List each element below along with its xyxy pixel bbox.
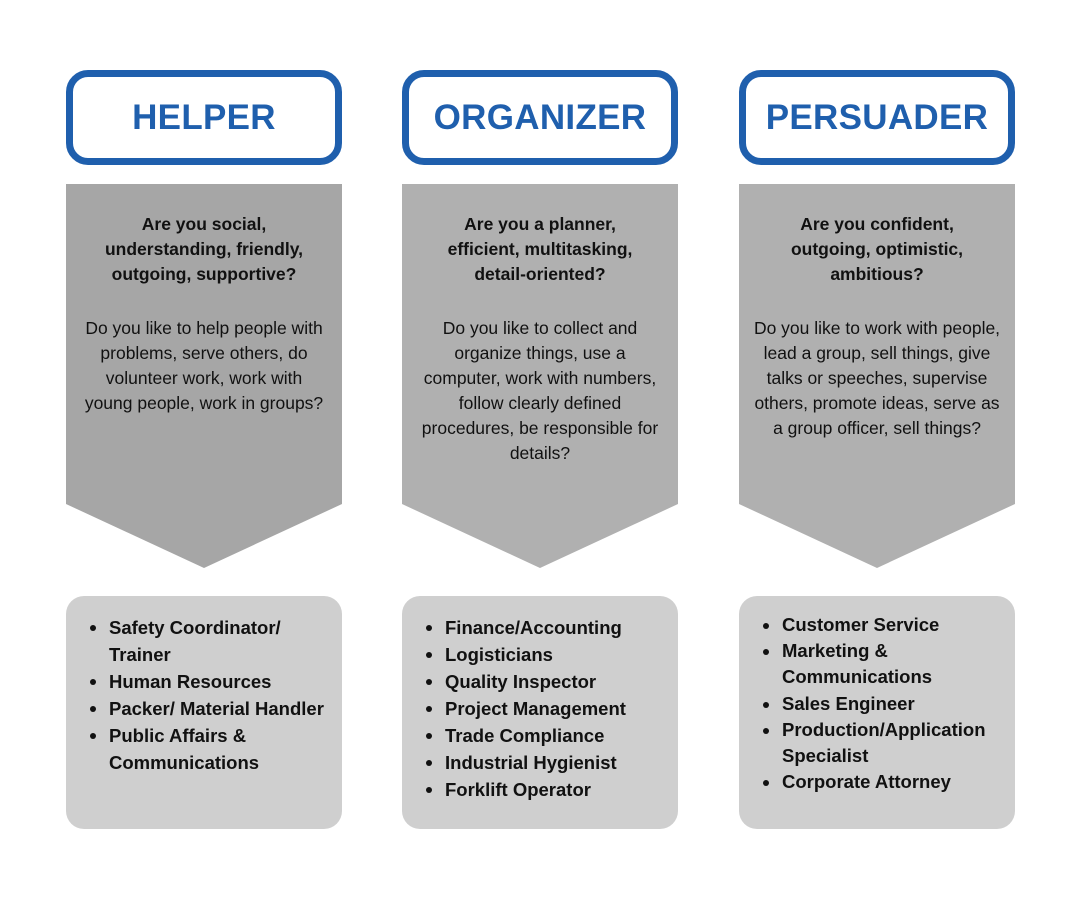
bullet-icon xyxy=(426,706,432,712)
career-item xyxy=(78,668,332,695)
persuader-arrow-content xyxy=(739,184,1015,441)
helper-careers-list xyxy=(78,614,332,776)
career-label: Trade Compliance xyxy=(445,725,605,746)
career-item xyxy=(414,722,668,749)
career-label: Quality Inspector xyxy=(445,671,597,692)
helper-arrow xyxy=(66,184,342,568)
career-label: Logisticians xyxy=(445,644,553,665)
organizer-question: Are you a planner, efficient, multitasking, detail-oriented? xyxy=(447,214,633,284)
career-label: Corporate Attorney xyxy=(782,771,951,793)
career-label: Finance/Accounting xyxy=(445,617,622,638)
bullet-icon xyxy=(426,733,432,739)
career-label: Human Resources xyxy=(109,671,272,692)
bullet-icon xyxy=(426,652,432,658)
bullet-icon xyxy=(426,625,432,631)
bullet-icon xyxy=(426,787,432,793)
career-label: Safety Coordinator/ Trainer xyxy=(109,617,281,665)
career-label: Public Affairs & Communications xyxy=(109,725,260,773)
career-item xyxy=(751,612,1005,638)
persuader-arrow xyxy=(739,184,1015,568)
career-item xyxy=(751,717,1005,769)
career-item xyxy=(78,722,332,776)
organizer-arrow-content xyxy=(402,184,678,466)
bullet-icon xyxy=(90,706,96,712)
helper-column xyxy=(66,70,342,829)
organizer-arrow xyxy=(402,184,678,568)
bullet-icon xyxy=(763,728,769,734)
career-label: Forklift Operator xyxy=(445,779,591,800)
bullet-icon xyxy=(90,679,96,685)
persuader-column xyxy=(739,70,1015,829)
career-label: Industrial Hygienist xyxy=(445,752,617,773)
persuader-title: PERSUADER xyxy=(765,97,989,137)
helper-arrow-content xyxy=(66,184,342,416)
organizer-column xyxy=(402,70,678,829)
organizer-description: Do you like to collect and organize things, use a computer, work with numbers, follow clearly defined procedures, be responsible for details? xyxy=(421,318,659,463)
persuader-description: Do you like to work with people, lead a group, sell things, give talks or speeches, supervise others, promote ideas, serve as a group officer, sell things? xyxy=(753,318,1001,438)
career-item xyxy=(78,614,332,668)
career-item xyxy=(414,749,668,776)
helper-title-box xyxy=(66,70,342,165)
persuader-title-box xyxy=(739,70,1015,165)
career-label: Marketing & Communications xyxy=(782,640,933,688)
career-label: Production/Application Specialist xyxy=(782,718,986,767)
career-item xyxy=(414,641,668,668)
bullet-icon xyxy=(763,780,769,786)
persuader-careers-list xyxy=(751,612,1005,795)
career-label: Sales Engineer xyxy=(782,692,915,714)
organizer-careers-box xyxy=(402,596,678,829)
helper-question: Are you social, understanding, friendly, outgoing, supportive? xyxy=(104,214,304,284)
career-label: Project Management xyxy=(445,698,626,719)
bullet-icon xyxy=(90,625,96,631)
career-item xyxy=(751,638,1005,690)
career-label: Customer Service xyxy=(782,614,940,635)
bullet-icon xyxy=(763,623,769,629)
career-item xyxy=(414,614,668,641)
career-item xyxy=(414,668,668,695)
persuader-question: Are you confident, outgoing, optimistic, ambitious? xyxy=(790,214,964,284)
helper-title: HELPER xyxy=(132,97,276,137)
career-item xyxy=(751,691,1005,717)
bullet-icon xyxy=(763,702,769,708)
career-item xyxy=(414,776,668,803)
helper-careers-box xyxy=(66,596,342,829)
organizer-title-box xyxy=(402,70,678,165)
persuader-careers-box xyxy=(739,596,1015,829)
career-item xyxy=(751,769,1005,795)
helper-description: Do you like to help people with problems, serve others, do volunteer work, work with young people, work in groups? xyxy=(84,318,324,413)
career-item xyxy=(78,695,332,722)
organizer-careers-list xyxy=(414,614,668,803)
bullet-icon xyxy=(426,760,432,766)
bullet-icon xyxy=(426,679,432,685)
organizer-title: ORGANIZER xyxy=(433,97,647,137)
bullet-icon xyxy=(90,733,96,739)
career-item xyxy=(414,695,668,722)
career-label: Packer/ Material Handler xyxy=(109,698,324,719)
bullet-icon xyxy=(763,649,769,655)
